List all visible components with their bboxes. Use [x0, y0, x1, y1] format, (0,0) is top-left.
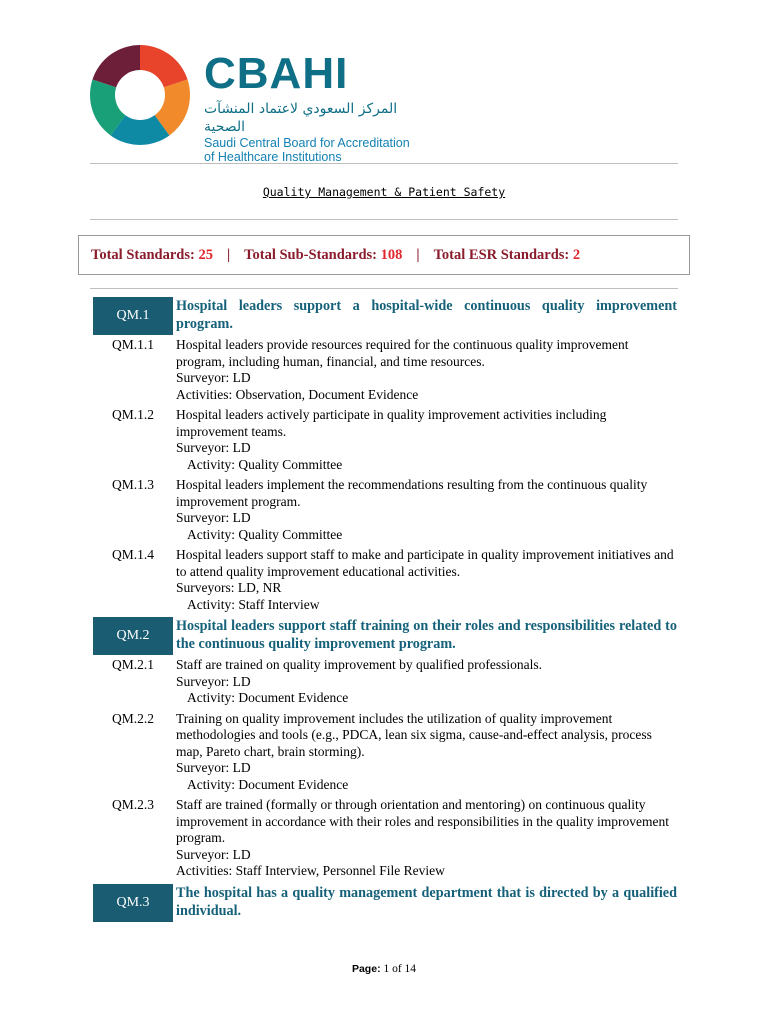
sub-standard-row: [93, 477, 677, 543]
brand-name: CBAHI: [204, 49, 349, 98]
sub-standard-text: Hospital leaders actively participate in quality improvement activities including improvement teams.: [176, 407, 607, 439]
total-sub-standards-value: 108: [380, 246, 403, 263]
sub-standard-text: Hospital leaders support staff to make and participate in quality improvement initiatives and to attend quality improvement educational activities.: [176, 547, 674, 579]
standard-title: Hospital leaders support a hospital-wide continuous quality improvement program.: [176, 298, 677, 332]
surveyor-text: Surveyors: LD, NR: [176, 580, 282, 595]
sub-standard-code: QM.1.3: [111, 477, 154, 492]
total-esr-label: Total ESR Standards:: [433, 246, 570, 263]
standard-code: QM.1: [93, 297, 173, 335]
total-standards-label: Total Standards:: [91, 246, 195, 263]
brand-arabic-name: المركز السعودي لاعتماد المنشآت الصحية: [204, 101, 398, 135]
sub-standard-text: Staff are trained on quality improvement by qualified professionals.: [176, 657, 543, 672]
sub-standard-text: Hospital leaders implement the recommendations resulting from the continuous quality improvement program.: [176, 477, 648, 509]
activity-text: Activity: Staff Interview: [187, 596, 320, 612]
total-esr-value: 2: [572, 246, 581, 263]
sub-standard-code: QM.1.4: [111, 547, 154, 562]
standards-list: [93, 297, 677, 924]
sub-standard-row: [93, 337, 677, 403]
totals-box: [78, 235, 690, 275]
sub-standard-body: [176, 547, 677, 613]
standard-title: Hospital leaders support staff training on their roles and responsibilities related to the continuous quality improvement program.: [176, 618, 677, 652]
activity-text: Activities: Observation, Document Evidence: [176, 386, 419, 402]
page-number: 1 of 14: [383, 963, 417, 975]
sub-standard-body: [176, 711, 677, 794]
totals-separator: |: [226, 246, 231, 263]
sub-standard-row: [93, 797, 677, 880]
total-sub-standards-label: Total Sub-Standards:: [244, 246, 377, 263]
sub-standard-body: [176, 477, 677, 543]
standard-code: QM.3: [93, 884, 173, 922]
standard-row: [93, 617, 677, 655]
standard-row: [93, 884, 677, 922]
sub-standard-row: [93, 407, 677, 473]
surveyor-text: Surveyor: LD: [176, 440, 251, 455]
sub-standard-row: [93, 711, 677, 794]
standard-title: The hospital has a quality management department that is directed by a qualified individual.: [176, 884, 677, 919]
sub-standard-row: [93, 657, 677, 707]
sub-standard-text: Staff are trained (formally or through orientation and mentoring) on continuous quality improvement in accordance with their roles and responsibilities in the quality improvement program.: [176, 797, 669, 845]
page-footer: [0, 963, 768, 975]
sub-standard-code: QM.2.2: [111, 710, 154, 726]
page-label: Page:: [351, 963, 381, 975]
cbahi-logo-icon: [90, 45, 190, 145]
sub-standard-text: Hospital leaders provide resources required for the continuous quality improvement program, including human, financial, and time resources.: [176, 337, 629, 369]
surveyor-text: Surveyor: LD: [176, 510, 251, 525]
sub-standard-body: [176, 657, 677, 707]
standard-code: QM.2: [93, 617, 173, 655]
activity-text: Activity: Quality Committee: [187, 456, 343, 472]
sub-standard-row: [93, 547, 677, 613]
brand-block: [204, 50, 410, 164]
activity-text: Activity: Quality Committee: [187, 526, 343, 542]
sub-standard-body: [176, 797, 677, 880]
sub-standard-code: QM.1.2: [111, 407, 154, 422]
surveyor-text: Surveyor: LD: [176, 673, 251, 689]
document-title: Quality Management & Patient Safety: [262, 185, 506, 199]
sub-standard-body: [176, 407, 677, 473]
totals-separator: |: [416, 246, 420, 263]
surveyor-text: Surveyor: LD: [176, 846, 251, 862]
total-standards-value: 25: [198, 246, 213, 263]
sub-standard-code: QM.2.1: [111, 657, 154, 672]
activity-text: Activity: Document Evidence: [187, 776, 349, 792]
header-divider: [90, 163, 678, 164]
sub-standard-code: QM.1.1: [111, 337, 154, 352]
standard-row: [93, 297, 677, 335]
sub-standard-body: [176, 337, 677, 403]
title-divider: [90, 219, 678, 220]
sub-standard-text: Training on quality improvement includes the utilization of quality improvement methodologies and tools (e.g., PDCA, lean six sigma, cause-and-effect analysis, process map, Pareto chart, brain storming).: [176, 710, 652, 759]
totals-divider: [90, 288, 678, 289]
surveyor-text: Surveyor: LD: [176, 760, 251, 775]
brand-english-line-1: Saudi Central Board for Accreditation: [204, 136, 410, 150]
activity-text: Activities: Staff Interview, Personnel File Review: [176, 863, 445, 878]
surveyor-text: Surveyor: LD: [176, 370, 251, 385]
sub-standard-code: QM.2.3: [111, 797, 154, 812]
brand-english-line-2: of Healthcare Institutions: [204, 150, 342, 164]
activity-text: Activity: Document Evidence: [187, 690, 349, 705]
